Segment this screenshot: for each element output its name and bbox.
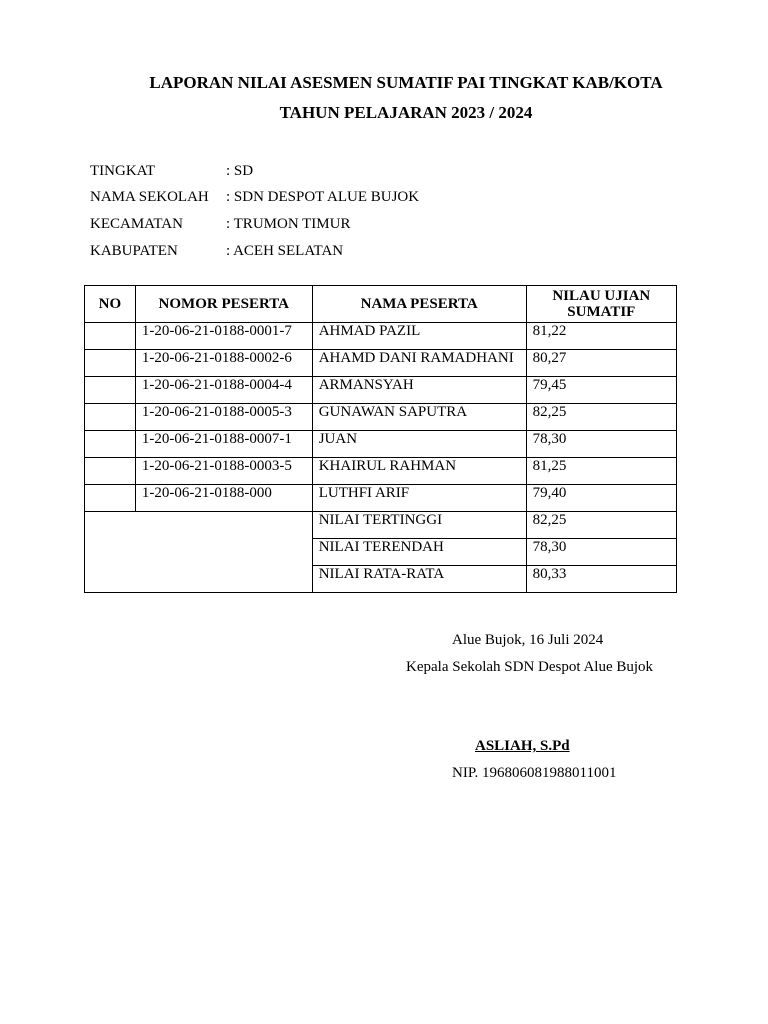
info-row-kabupaten [90, 241, 343, 261]
cell-nilai: 82,25 [526, 404, 676, 431]
signature-place-date: Alue Bujok, 16 Juli 2024 [452, 632, 604, 648]
info-label: KECAMATAN [90, 216, 183, 232]
info-row-nama-sekolah [90, 187, 419, 207]
summary-label: NILAI RATA-RATA [312, 566, 526, 593]
cell-no [85, 377, 136, 404]
signature-nip: NIP. 196806081988011001 [452, 765, 617, 781]
cell-nama: AHAMD DANI RAMADHANI [312, 350, 526, 377]
header-no: NO [85, 286, 136, 323]
info-label: NAMA SEKOLAH [90, 189, 209, 205]
cell-nama: JUAN [312, 431, 526, 458]
info-label: TINGKAT [90, 163, 155, 179]
cell-nomor: 1-20-06-21-0188-0005-3 [135, 404, 312, 431]
table-row [85, 350, 677, 377]
summary-row-tertinggi [85, 512, 677, 539]
info-label: KABUPATEN [90, 243, 178, 259]
cell-nomor: 1-20-06-21-0188-000 [135, 485, 312, 512]
summary-label: NILAI TERENDAH [312, 539, 526, 566]
info-value: : SDN DESPOT ALUE BUJOK [226, 189, 420, 205]
info-row-kecamatan [90, 214, 350, 234]
table-row [85, 323, 677, 350]
summary-label: NILAI TERTINGGI [312, 512, 526, 539]
cell-nomor: 1-20-06-21-0188-0003-5 [135, 458, 312, 485]
info-row-tingkat [90, 161, 253, 181]
info-value: : TRUMON TIMUR [226, 216, 351, 232]
table-row [85, 431, 677, 458]
cell-nama: KHAIRUL RAHMAN [312, 458, 526, 485]
summary-value: 78,30 [526, 539, 676, 566]
cell-nama: LUTHFI ARIF [312, 485, 526, 512]
table-row [85, 404, 677, 431]
summary-blank-cell [85, 512, 313, 593]
cell-no [85, 323, 136, 350]
signature-name: ASLIAH, S.Pd [475, 738, 570, 754]
cell-nomor: 1-20-06-21-0188-0007-1 [135, 431, 312, 458]
header-nomor-peserta: NOMOR PESERTA [135, 286, 312, 323]
cell-no [85, 485, 136, 512]
document-title-line2: TAHUN PELAJARAN 2023 / 2024 [279, 103, 533, 122]
cell-no [85, 431, 136, 458]
table-header-row [85, 286, 677, 323]
summary-value: 82,25 [526, 512, 676, 539]
cell-nilai: 81,22 [526, 323, 676, 350]
cell-nama: AHMAD PAZIL [312, 323, 526, 350]
table-row [85, 458, 677, 485]
cell-nama: GUNAWAN SAPUTRA [312, 404, 526, 431]
header-nilai: NILAU UJIAN SUMATIF [526, 286, 676, 323]
header-nama-peserta: NAMA PESERTA [312, 286, 526, 323]
info-value: : SD [226, 163, 254, 179]
cell-nilai: 78,30 [526, 431, 676, 458]
cell-nilai: 80,27 [526, 350, 676, 377]
cell-nomor: 1-20-06-21-0188-0001-7 [135, 323, 312, 350]
table-row [85, 377, 677, 404]
grades-table [84, 285, 677, 593]
document-title-line1: LAPORAN NILAI ASESMEN SUMATIF PAI TINGKAT KAB/KOTA [149, 73, 663, 92]
table-row [85, 485, 677, 512]
cell-nomor: 1-20-06-21-0188-0004-4 [135, 377, 312, 404]
signature-role: Kepala Sekolah SDN Despot Alue Bujok [406, 659, 654, 675]
cell-nama: ARMANSYAH [312, 377, 526, 404]
cell-nilai: 79,45 [526, 377, 676, 404]
cell-no [85, 350, 136, 377]
info-value: : ACEH SELATAN [226, 243, 344, 259]
cell-no [85, 458, 136, 485]
cell-nilai: 81,25 [526, 458, 676, 485]
cell-no [85, 404, 136, 431]
cell-nomor: 1-20-06-21-0188-0002-6 [135, 350, 312, 377]
cell-nilai: 79,40 [526, 485, 676, 512]
summary-value: 80,33 [526, 566, 676, 593]
